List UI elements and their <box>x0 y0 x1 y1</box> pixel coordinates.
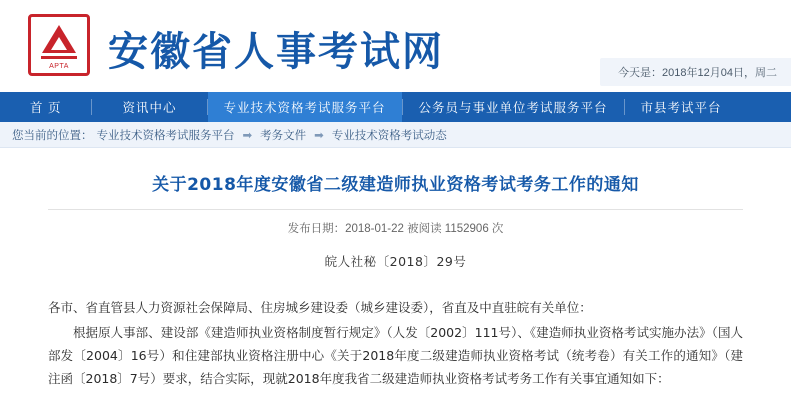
article-meta: 发布日期：2018-01-22 被阅读 1152906 次 <box>287 223 504 235</box>
title-divider <box>48 209 743 210</box>
logo-text: APTA <box>49 63 69 70</box>
nav-item-home[interactable]: 首 页 <box>30 101 62 115</box>
logo-bar <box>41 56 77 59</box>
site-title: 安徽省人事考试网 <box>108 29 444 75</box>
paragraph-salutation: 各市、省直管县人力资源社会保障局、住房城乡建设委（城乡建设委），省直及中直驻皖有关单位： <box>48 300 592 315</box>
breadcrumb <box>0 122 791 148</box>
nav-item-news[interactable]: 资讯中心 <box>122 101 177 115</box>
arrow-right-icon: ➡ <box>314 129 324 142</box>
breadcrumb-item-1[interactable]: 专业技术资格考试服务平台 <box>96 129 235 142</box>
nav-item-civil-service-platform[interactable]: 公务员与事业单位考试服务平台 <box>418 101 608 115</box>
triangle-inner-icon <box>51 37 67 50</box>
breadcrumb-item-2[interactable]: 考务文件 <box>260 129 307 142</box>
breadcrumb-label: 您当前的位置： <box>12 129 93 142</box>
paragraph-1: 根据原人事部、建设部《建造师执业资格制度暂行规定》（人发〔2002〕111号）、《建造师执业资格考试实施办法》（国人部发〔2004〕16号）和住建部执业资格注册中心《关于2018年度二级建造师执业资格考试（统考卷）有关工作的通知》（建注函〔2018〕7号）要求，结合实际，现就2018年度我省二级建造师执业资格考试考务工作有关事宜通知如下： <box>48 325 743 387</box>
arrow-right-icon: ➡ <box>242 129 253 142</box>
logo-box <box>28 14 90 76</box>
nav-item-professional-exam-platform[interactable]: 专业技术资格考试服务平台 <box>208 92 402 122</box>
site-logo <box>28 14 90 76</box>
site-header <box>0 0 791 92</box>
breadcrumb-item-3[interactable]: 专业技术资格考试动态 <box>331 129 447 142</box>
article <box>0 170 791 391</box>
document-number: 皖人社秘〔2018〕29号 <box>324 254 467 269</box>
nav-item-local-exam-platform[interactable]: 市县考试平台 <box>640 101 722 115</box>
main-nav <box>0 92 791 122</box>
article-body <box>48 296 743 391</box>
page-title: 关于2018年度安徽省二级建造师执业资格考试考务工作的通知 <box>152 175 639 195</box>
current-date: 今天是：2018年12月04日，周二 <box>600 58 791 86</box>
